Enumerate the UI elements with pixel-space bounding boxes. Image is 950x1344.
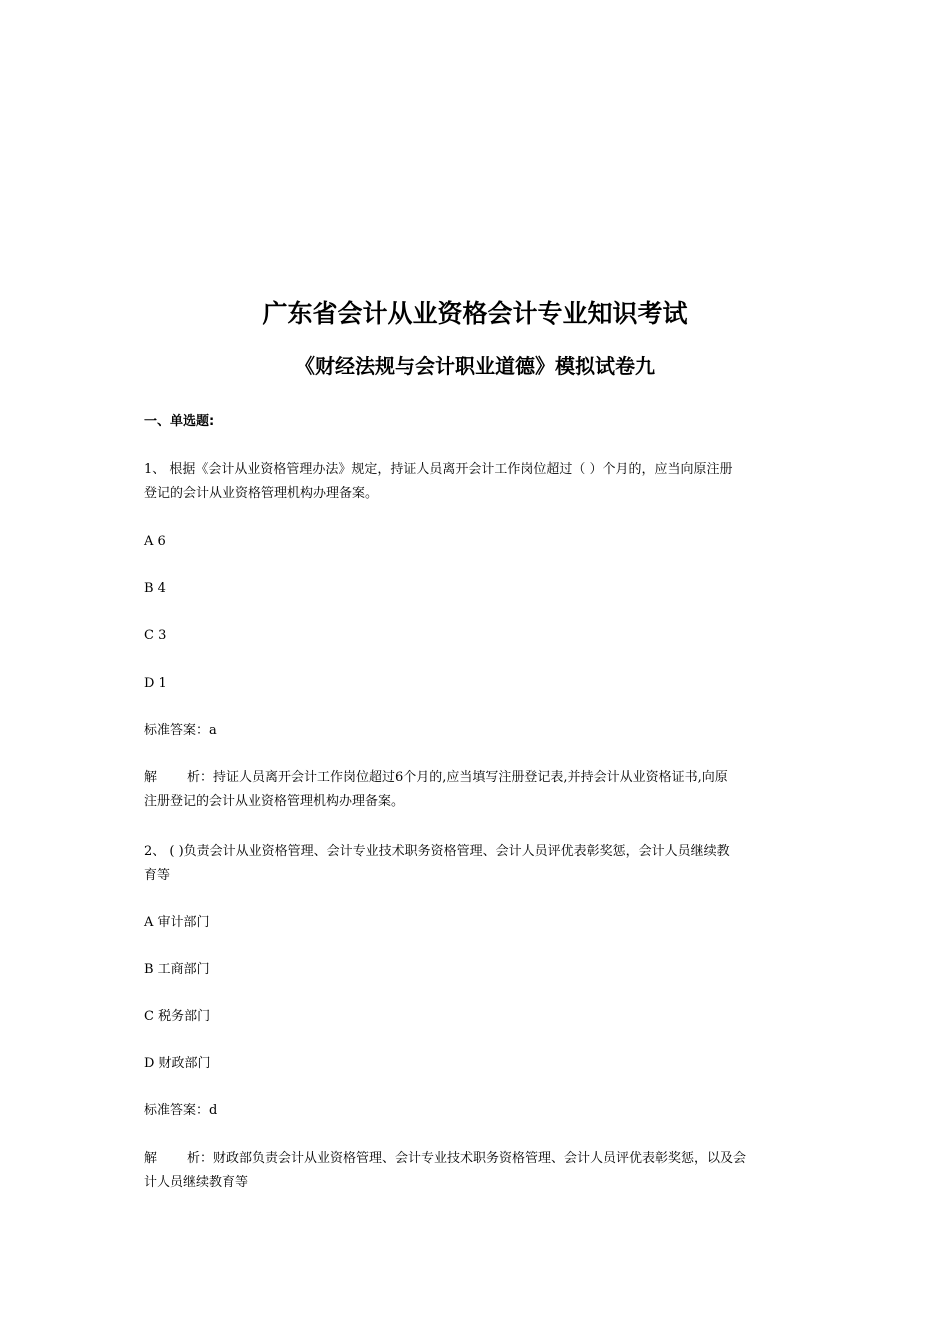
- question-2-analysis-line-1: [144, 1147, 809, 1171]
- question-1-option-c: C 3: [144, 628, 167, 643]
- question-1-analysis: [144, 766, 809, 814]
- analysis-label-part-1: 解: [144, 1151, 158, 1166]
- document-subtitle: 《财经法规与会计职业道德》模拟试卷九: [295, 354, 655, 378]
- analysis-text-line-1: 持证人员离开会计工作岗位超过6个月的,应当填写注册登记表,并持会计从业资格证书,向原: [213, 770, 728, 785]
- question-2-option-a: A 审计部门: [144, 915, 210, 930]
- analysis-label-part-2: 析：: [187, 1151, 214, 1166]
- section-heading: 一、单选题:: [144, 414, 215, 429]
- question-2-answer: 标准答案：d: [144, 1103, 218, 1118]
- question-2-analysis-line-2: 计人员继续教育等: [144, 1175, 249, 1190]
- question-1-option-a: A 6: [144, 534, 166, 549]
- question-2-option-d: D 财政部门: [144, 1056, 211, 1071]
- analysis-label-part-2: 析：: [187, 770, 214, 785]
- question-1-option-d: D 1: [144, 676, 167, 691]
- question-2-stem: [144, 840, 809, 888]
- question-1-stem-line-2: 登记的会计从业资格管理机构办理备案。: [144, 486, 379, 501]
- question-2-stem-line-1: 2、 ( )负责会计从业资格管理、会计专业技术职务资格管理、会计人员评优表彰奖惩，会计人员继续教: [144, 844, 730, 859]
- question-1-answer: 标准答案：a: [144, 723, 217, 738]
- question-2-option-c: C 税务部门: [144, 1009, 211, 1024]
- question-2-stem-line-2: 育等: [144, 868, 171, 883]
- document-title: 广东省会计从业资格会计专业知识考试: [262, 299, 688, 328]
- question-1-analysis-line-1: [144, 766, 809, 790]
- question-1-analysis-line-2: 注册登记的会计从业资格管理机构办理备案。: [144, 794, 405, 809]
- question-1-option-b: B 4: [144, 581, 166, 596]
- analysis-label-part-1: 解: [144, 770, 158, 785]
- question-2-option-b: B 工商部门: [144, 962, 210, 977]
- question-1-stem: [144, 458, 809, 506]
- question-2-analysis: [144, 1147, 809, 1195]
- analysis-text-line-1: 财政部负责会计从业资格管理、会计专业技术职务资格管理、会计人员评优表彰奖惩，以及会: [213, 1151, 747, 1166]
- question-1-stem-line-1: 1、 根据《会计从业资格管理办法》规定，持证人员离开会计工作岗位超过（ ）个月的，应当向原注册: [144, 462, 733, 477]
